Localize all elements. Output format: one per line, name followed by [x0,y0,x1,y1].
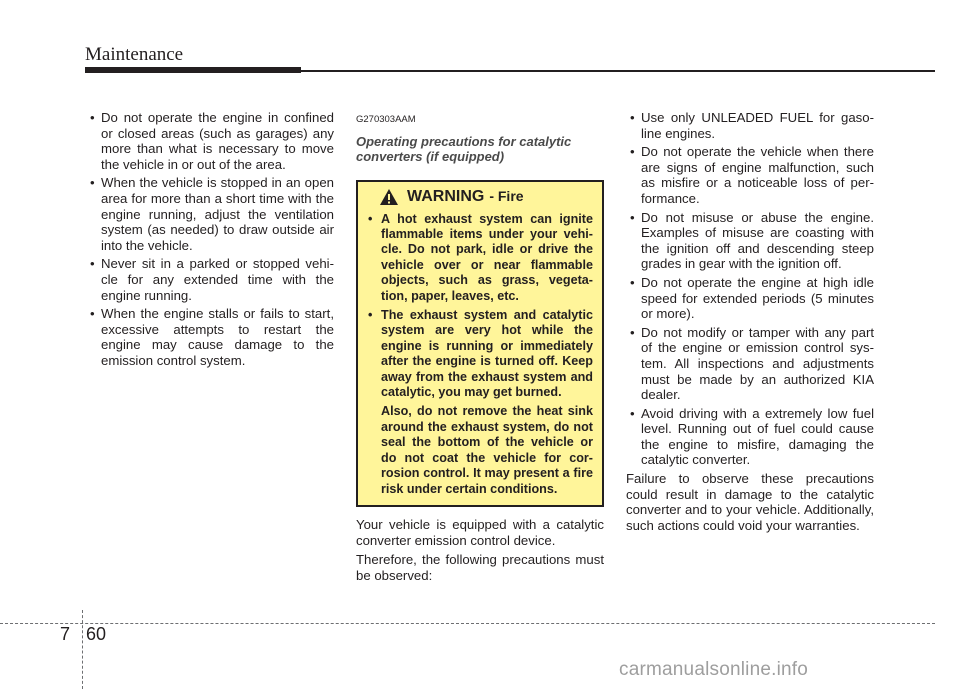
header-rule-thick [85,67,301,73]
list-item: • Do not operate the engine at high idle speed for extended periods (5 minutes or more). [626,275,874,322]
page-number: 60 [86,624,107,644]
column-left [86,110,334,372]
paragraph: Therefore, the following precautions must be observed: [356,552,604,583]
warning-title: WARNING [407,187,485,205]
paragraph: Failure to observe these precautions could result in damage to the catalytic converter and to your vehicle. Additionally, such actions could void your warranties. [626,471,874,533]
header-rule-thin [301,70,935,72]
catalytic-precautions-list [626,110,874,468]
paragraph: Your vehicle is equipped with a catalytic converter emission control device. [356,516,604,548]
section-heading: Operating precautions for catalytic converters (if equipped) [356,133,572,164]
watermark: carmanualsonline.info [619,659,809,680]
engine-safety-list [86,110,334,369]
section-code: G270303AAM [356,114,416,125]
list-item: • Use only UNLEADED FUEL for gaso-line engines. [626,110,874,141]
list-item: • Avoid driving with a extremely low fuel level. Running out of fuel could cause the engine to misfire, damaging the catalytic converter. [626,406,874,468]
list-item: • Never sit in a parked or stopped vehi-cle for any extended time with the engine running. [86,256,334,303]
list-item: • When the vehicle is stopped in an open area for more than a short time with the engine running, adjust the ventilation system (as needed) to draw outside air into the vehicle. [86,175,334,253]
footer-divider [0,623,935,624]
list-item: • Do not operate the vehicle when there are signs of engine malfunction, such as misfire or a noticeable loss of per-formance. [626,144,874,206]
warning-extra-text: Also, do not remove the heat sink around the exhaust system, do not seal the bottom of the vehicle or do not coat the vehicle for cor-rosion control. It may present a fire risk under certain conditions. [381,404,593,496]
column-middle [356,110,604,583]
list-item: • A hot exhaust system can ignite flammable items under your vehi-cle. Do not park, idle or drive the vehicle over or near flammable objects, such as grass, vegeta-tion, paper, leaves, etc. [367,212,593,304]
list-item: • Do not misuse or abuse the engine. Examples of misuse are coasting with the ignition off and descending steep grades in gear with the ignition off. [626,210,874,272]
column-right [626,110,874,533]
list-item: • The exhaust system and catalytic system are very hot while the engine is running or immediately after the engine is turned off. Keep away from the exhaust system and catalytic, you may get burned. [367,308,593,400]
page-section-title: Maintenance [85,44,184,65]
warning-subtitle: - Fire [489,187,524,204]
list-item: • When the engine stalls or fails to start, excessive attempts to restart the engine may cause damage to the emission control system. [86,306,334,368]
warning-triangle-icon [379,188,399,206]
warning-header [367,188,593,206]
footer-vertical-divider [82,610,83,689]
warning-list [367,212,593,401]
chapter-number: 7 [60,624,71,644]
list-item: • Do not operate the engine in confined or closed areas (such as garages) any more than what is necessary to move the vehicle in or out of the area. [86,110,334,172]
list-item: • Do not modify or tamper with any part of the engine or emission control sys-tem. All inspections and adjustments must be made by an authorized KIA dealer. [626,325,874,403]
warning-box [356,180,604,507]
